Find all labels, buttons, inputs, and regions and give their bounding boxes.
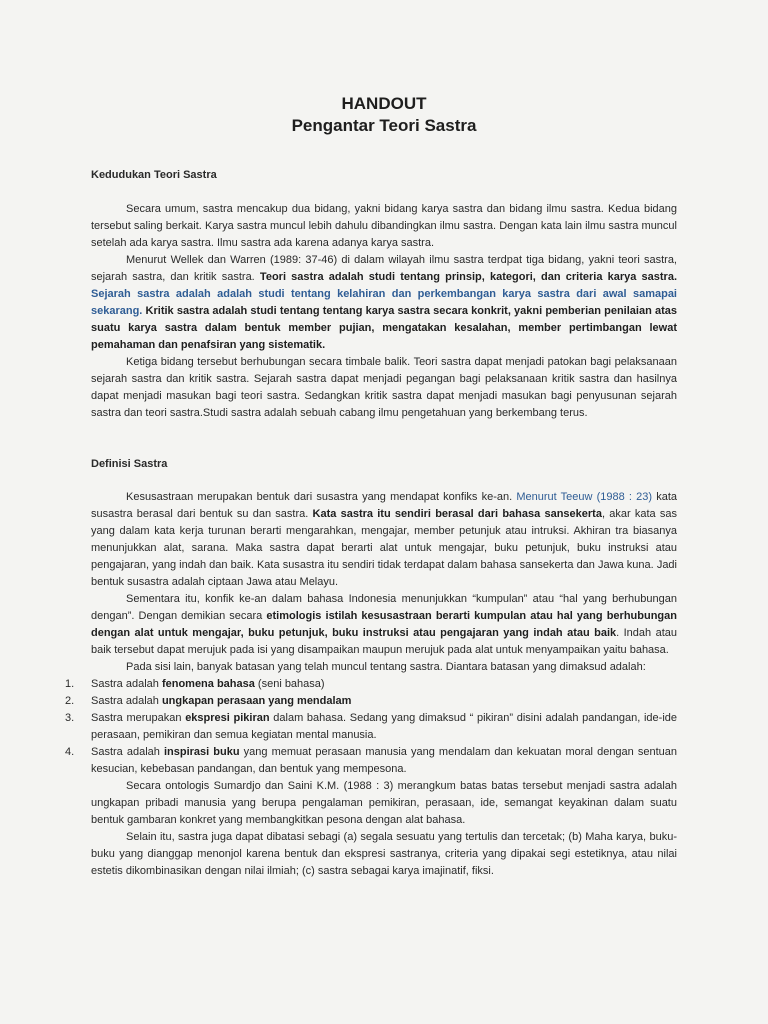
text-run: Sastra adalah [91, 695, 162, 707]
list-number: 1. [65, 678, 75, 690]
list-number: 2. [65, 695, 75, 707]
bold-text: inspirasi buku [163, 746, 240, 758]
definition-list [65, 676, 678, 778]
paragraph: Secara ontologis Sumardjo dan Saini K.M. (1988 : 3) merangkum batas batas tersebut menjadi sastra adalah ungkapan pribadi manusia yang berupa pengalaman pemikiran, perasaan, ide, semangat keyakinan dalam suatu bentuk gambaran konkret yang membangkitkan pesona dengan alat bahasa. [91, 780, 677, 826]
bold-text: etimologis istilah kesusastraan berarti kumpulan atau hal yang berhubungan dengan alat untuk mengajar, buku petunjuk, buku instruksi atau pengajaran yang indah atau baik [91, 610, 677, 639]
list-item [65, 744, 678, 778]
list-item [65, 676, 677, 693]
bold-text: Kritik sastra adalah studi tentang tentang karya sastra secara konkrit, yakni pemberian penilaian atas suatu karya sastra dalam bentuk member pujian, mengatakan kesalahan, member pertimbangan lewat pemahaman dan penafsiran yang sistematik. [91, 305, 677, 351]
citation-text: Menurut Teeuw (1988 : 23) [516, 491, 653, 503]
bold-text: ungkapan perasaan yang mendalam [161, 695, 352, 707]
paragraph: Pada sisi lain, banyak batasan yang telah muncul tentang sastra. Diantara batasan yang dimaksud adalah: [126, 661, 646, 673]
paragraph [91, 591, 677, 659]
text-run: . Indah atau baik tersebut dapat merujuk pada isi yang disampaikan maupun merujuk pada alat untuk menyampaikan yaitu bahasa. [91, 627, 677, 656]
section-heading-definisi: Definisi Sastra [91, 458, 168, 470]
text-run: Sastra adalah [91, 678, 162, 690]
paragraph: Selain itu, sastra juga dapat dibatasi sebagi (a) segala sesuatu yang tertulis dan tercetak; (b) Maha karya, buku-buku yang dianggap menonjol karena bentuk dan ekspresi sastranya, criteria yang dipakai segi estetiknya, atau nilai estetis dikombinasikan dengan nilai ilmiah; (c) sastra sebagai karya imajinatif, fiksi. [91, 831, 677, 877]
bold-text: Teori sastra adalah studi tentang prinsip, kategori, dan criteria karya sastra. [259, 271, 678, 283]
section-kedudukan-body [91, 201, 677, 422]
paragraph [91, 489, 677, 591]
paragraph [91, 252, 677, 354]
section-definisi-body [65, 489, 678, 880]
paragraph: Secara umum, sastra mencakup dua bidang, yakni bidang karya sastra dan bidang ilmu sastra. Kedua bidang tersebut saling berkait. Karya sastra muncul lebih dahulu dibandingkan ilmu sastra. Dengan kata lain ilmu sastra muncul setelah ada karya sastra. Ilmu sastra ada karena adanya karya sastra. [91, 203, 677, 249]
list-item [65, 693, 677, 710]
paragraph: Ketiga bidang tersebut berhubungan secara timbale balik. Teori sastra dapat menjadi patokan bagi pelaksanaan sejarah sastra dan kritik sastra. Sejarah sastra dapat menjadi pegangan bagi pelaksanaan kritik sastra dan hasilnya dapat menjadi masukan bagi teori sastra. Sedangkan kritik sastra dapat menjadi masukan bagi penyusunan sejarah sastra dan teori sastra.Studi sastra adalah sebuah cabang ilmu pengetahuan yang berkembang terus. [91, 356, 677, 419]
text-run: Kesusastraan merupakan bentuk dari susastra yang mendapat konfiks ke-an. [126, 491, 517, 503]
section-heading-kedudukan: Kedudukan Teori Sastra [91, 169, 217, 181]
bold-text: Sejarah sastra adalah adalah studi tentang kelahiran dan perkembangan karya sastra dari awal samapai sekarang. [91, 288, 677, 317]
document-subtitle: Pengantar Teori Sastra [291, 116, 477, 135]
list-item [65, 710, 678, 744]
text-run: Sastra merupakan [91, 712, 186, 724]
text-run: dalam bahasa. Sedang yang dimaksud “ pikiran” disini adalah pandangan, ide-ide perasaan, pemikiran dan semua kegiatan mental manusia. [91, 712, 678, 741]
text-run: Sementara itu, konfik ke-an dalam bahasa Indonesia menunjukkan “kumpulan” atau “hal yang berhubungan dengan”. Dengan demikian secara [91, 593, 677, 622]
bold-text: ekspresi pikiran [185, 712, 270, 724]
document-title: HANDOUT [341, 94, 427, 113]
text-run: Menurut Wellek dan Warren (1989: 37-46) di dalam wilayah ilmu sastra terdpat tiga bidang, yakni teori sastra, sejarah sastra, dan kritik sastra. [91, 254, 677, 283]
bold-text: Kata sastra itu sendiri berasal dari bahasa sansekerta [312, 508, 602, 520]
text-run: (seni bahasa) [254, 678, 325, 690]
text-run: yang memuat perasaan manusia yang mendalam dan kekuatan moral dengan sentuan kesucian, kebebasan pandangan, dan bentuk yang mempesona. [91, 746, 678, 775]
text-run: Sastra adalah [91, 746, 164, 758]
list-number: 3. [65, 712, 75, 724]
text-run: , akar kata sas yang dalam kata kerja turunan berarti mengarahkan, mengajar, member petunjuk atau intruksi. Akhiran tra biasanya menunjukkan alat, sarana. Maka sastra dapat berarti alat untuk mengajar, buku petunjuk, buku instruksi atau pengajaran, yang indah dan baik. Kata susastra itu sendiri tidak terdapat dalam bahasa sansekerta dan Jawa kuna. Jadi bentuk susastra adalah ciptaan Jawa atau Melayu. [91, 508, 677, 588]
list-number: 4. [65, 746, 75, 758]
text-run: kata susastra berasal dari bentuk su dan sastra. [91, 491, 678, 520]
bold-text: fenomena bahasa [161, 678, 255, 690]
